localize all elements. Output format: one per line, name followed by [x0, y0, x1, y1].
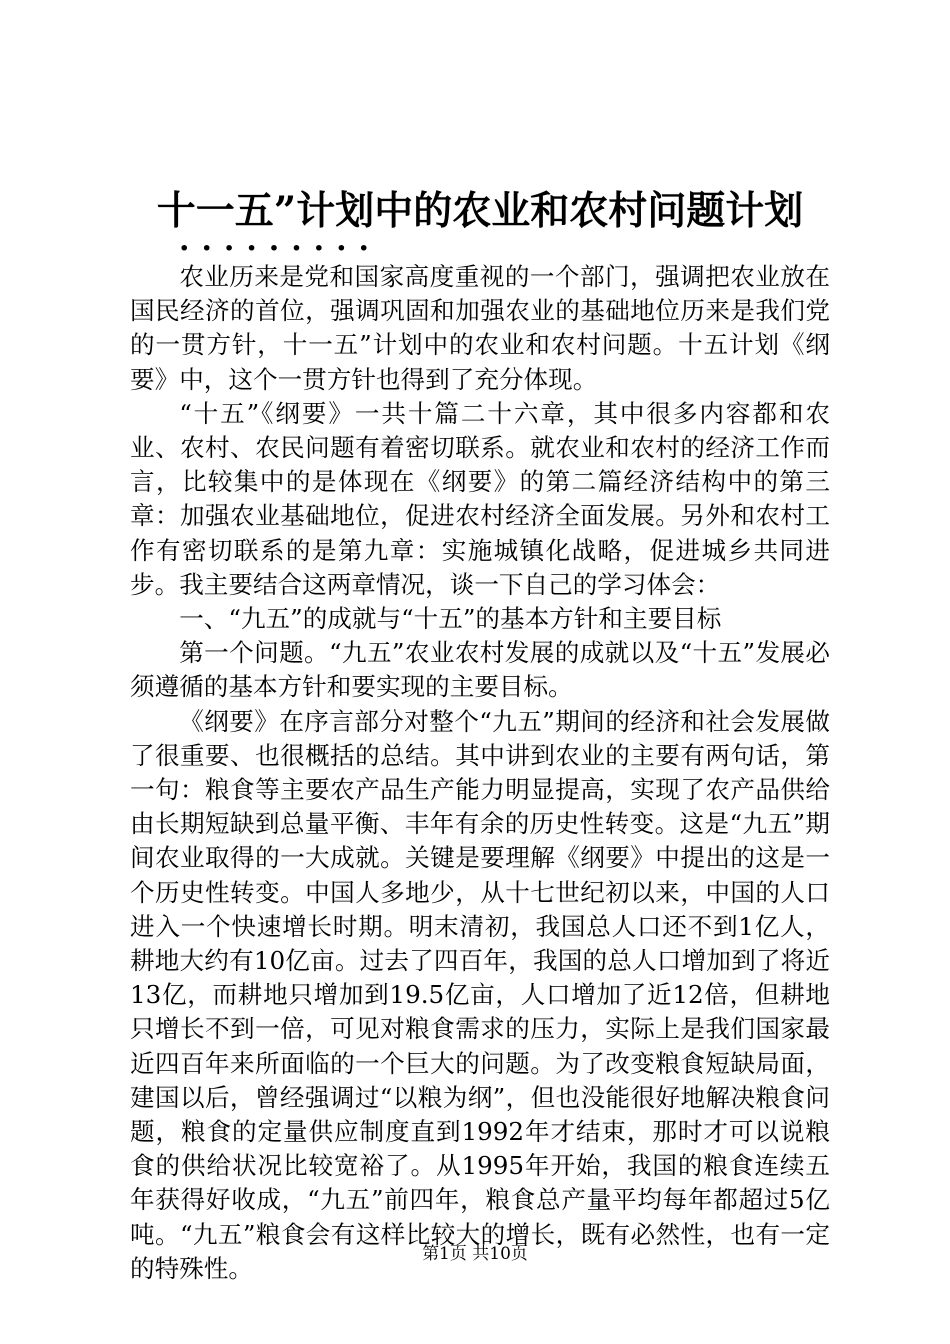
- title-emphasis-dots: ·········: [179, 231, 381, 266]
- section-heading: 一、“九五”的成就与“十五”的基本方针和主要目标: [179, 604, 722, 634]
- paragraph: 第一个问题。“九五”农业农村发展的成就以及“十五”发展必须遵循的基本方针和要实现的主要目标。: [130, 638, 830, 702]
- paragraph: 《纲要》在序言部分对整个“九五”期间的经济和社会发展做了很重要、也很概括的总结。其中讲到农业的主要有两句话，第一句：粮食等主要农产品生产能力明显提高，实现了农产品供给由长期短缺到总量平衡、丰年有余的历史性转变。这是“九五”期间农业取得的一大成就。关键是要理解《纲要》中提出的这是一个历史性转变。中国人多地少，从十七世纪初以来，中国的人口进入一个快速增长时期。明末清初，我国总人口还不到1亿人，耕地大约有10亿亩。过去了四百年，我国的总人口增加到了将近13亿，而耕地只增加到19.5亿亩，人口增加了近12倍，但耕地只增长不到一倍，可见对粮食需求的压力，实际上是我们国家最近四百年来所面临的一个巨大的问题。为了改变粮食短缺局面，建国以后，曾经强调过“以粮为纲”，但也没能很好地解决粮食问题，粮食的定量供应制度直到1992年才结束，那时才可以说粮食的供给状况比较宽裕了。从1995年开始，我国的粮食连续五年获得好收成，“九五”前四年，粮食总产量平均每年都超过5亿吨。“九五”粮食会有这样比较大的增长，既有必然性，也有一定的特殊性。: [130, 706, 830, 1283]
- paragraph: 农业历来是党和国家高度重视的一个部门，强调把农业放在国民经济的首位，强调巩固和加强农业的基础地位历来是我们党的一贯方针，十一五”计划中的农业和农村问题。十五计划《纲要》中，这个一贯方针也得到了充分体现。: [130, 262, 830, 394]
- paragraph: “十五”《纲要》一共十篇二十六章，其中很多内容都和农业、农村、农民问题有着密切联系。就农业和农村的经济工作而言，比较集中的是体现在《纲要》的第二篇经济结构中的第三章：加强农业基础地位，促进农村经济全面发展。另外和农村工作有密切联系的是第九章：实施城镇化战略，促进城乡共同进步。我主要结合这两章情况，谈一下自己的学习体会：: [130, 398, 830, 599]
- document-title: 十一五”计划中的农业和农村问题计划: [156, 188, 804, 234]
- page-indicator: 第1页 共10页: [422, 1244, 528, 1264]
- document-body: [130, 260, 830, 1286]
